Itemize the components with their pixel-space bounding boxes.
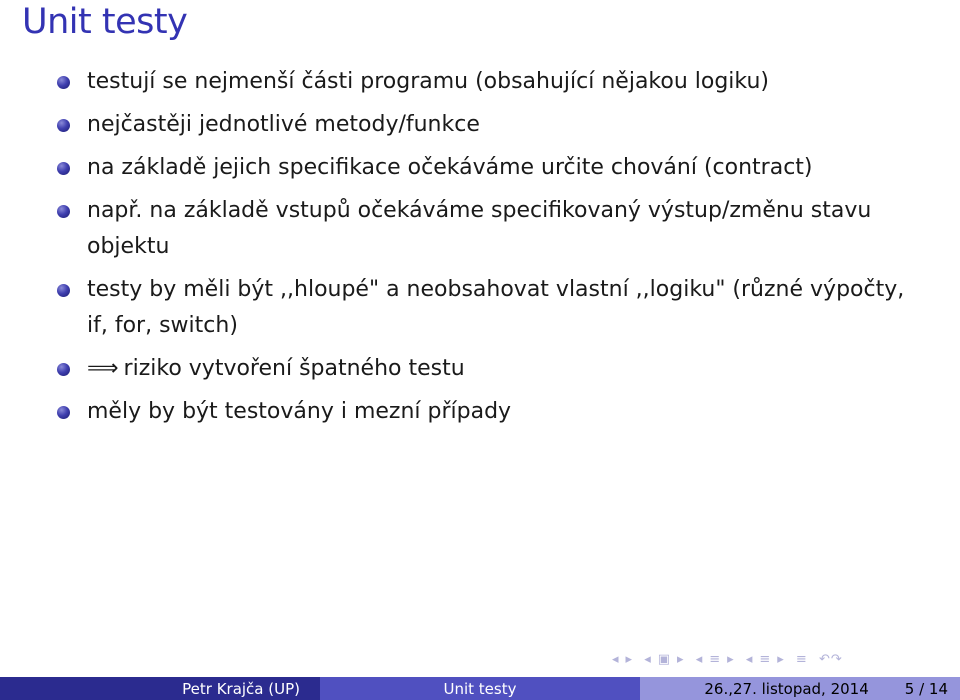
bullet-text: měly by být testovány i mezní případy — [87, 399, 512, 424]
bullet-icon — [57, 284, 70, 297]
list-item — [57, 394, 917, 430]
bullet-text: riziko vytvoření špatného testu — [123, 356, 465, 381]
list-item — [57, 107, 917, 143]
footer-author-box — [0, 677, 320, 700]
bullet-text: na základě jejich specifikace očekáváme určite chování (contract) — [87, 155, 813, 180]
nav-outline-icon[interactable]: ≡ — [795, 652, 808, 667]
bullet-text: např. na základě vstupů očekáváme specifikovaný výstup/změnu stavu objektu — [87, 198, 872, 259]
list-item — [57, 150, 917, 186]
nav-prev-frame-icon[interactable]: ◂ — [644, 652, 652, 667]
nav-prev-subsection-icon[interactable]: ◂ — [695, 652, 704, 667]
bullet-icon — [57, 162, 70, 175]
bullet-text: testují se nejmenší části programu (obsahující nějakou logiku) — [87, 69, 770, 94]
nav-frame-icon[interactable]: ▣ — [657, 652, 672, 667]
list-item — [57, 351, 917, 387]
slide-footer — [0, 677, 960, 700]
bullet-icon — [57, 119, 70, 132]
nav-section-icon[interactable]: ≡ — [759, 652, 772, 667]
implies-arrow-icon: ⟹ — [87, 356, 118, 381]
slide-title: Unit testy — [22, 2, 188, 42]
bullet-icon — [57, 406, 70, 419]
nav-next-slide-icon[interactable]: ▸ — [625, 652, 634, 667]
bullet-list — [57, 64, 917, 437]
bullet-icon — [57, 205, 70, 218]
nav-next-section-icon[interactable]: ▸ — [777, 652, 785, 667]
bullet-text: testy by měli být ,,hloupé" a neobsahovat vlastní ,,logiku" (různé výpočty, if, for, switch) — [87, 277, 905, 338]
bullet-icon — [57, 363, 70, 376]
nav-prev-slide-icon[interactable]: ◂ — [612, 652, 620, 667]
footer-title-box — [320, 677, 640, 700]
nav-prev-section-icon[interactable]: ◂ — [745, 652, 754, 667]
footer-page-number: 5 / 14 — [904, 679, 948, 698]
nav-subsection-icon[interactable]: ≡ — [709, 652, 722, 667]
bullet-icon — [57, 76, 70, 89]
beamer-navigation — [612, 652, 849, 667]
footer-date-box — [640, 677, 960, 700]
list-item — [57, 64, 917, 100]
bullet-text: nejčastěji jednotlivé metody/funkce — [87, 112, 480, 137]
nav-undo-redo-icon[interactable]: ↶↷ — [818, 652, 843, 667]
footer-date: 26.,27. listopad, 2014 — [704, 679, 869, 698]
footer-title: Unit testy — [443, 679, 517, 698]
footer-author: Petr Krajča (UP) — [182, 679, 300, 698]
list-item — [57, 272, 917, 344]
list-item — [57, 193, 917, 265]
nav-next-subsection-icon[interactable]: ▸ — [727, 652, 735, 667]
nav-next-frame-icon[interactable]: ▸ — [677, 652, 685, 667]
